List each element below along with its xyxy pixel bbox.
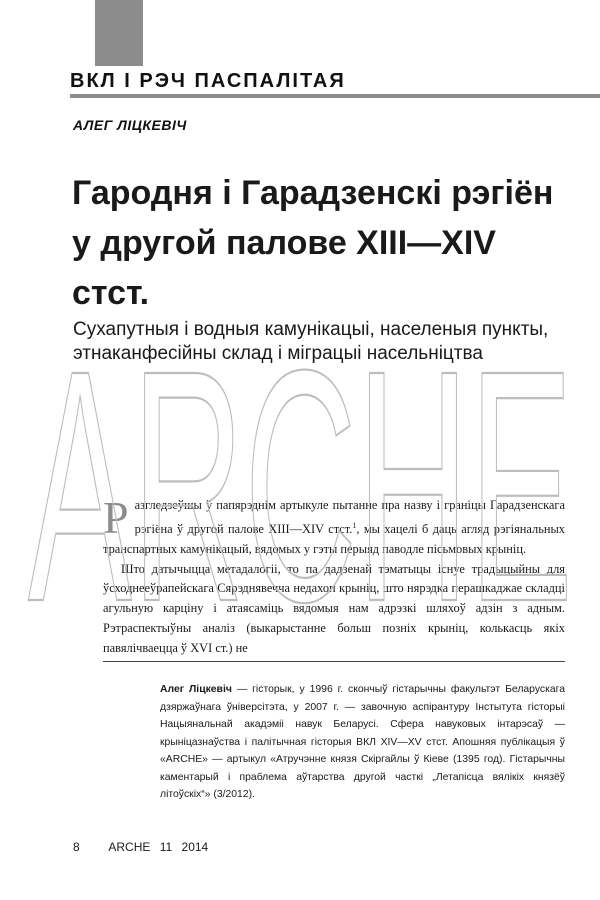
- footnote-marker: 1: [352, 520, 357, 530]
- page-number: 8: [73, 840, 80, 854]
- author-bio: [160, 681, 565, 804]
- section-title: ВКЛ І РЭЧ ПАСПАЛІТАЯ: [70, 70, 346, 92]
- paragraph-1-text: азгледзеўшы ў папярэднім артыкуле пытанне пра назву і граніцы Гарадзенскага рэгіёна ў другой палове XIII—XIV стст.: [134, 498, 565, 536]
- article-title: Гародня і Гарадзенскі рэгіён у другой палове XIII—XIV стст.: [72, 174, 554, 312]
- drop-cap: Р: [103, 492, 129, 543]
- bio-text: — гісторык, у 1996 г. скончыў гістарычны факультэт Беларускага дзяржаўнага ўніверсітэта, у 2007 г. — завочную аспірантуру Інстытута гісторыі Нацыянальнай акадэміі навук Беларусі. Сфера навуковых інтарэсаў — крыніцазнаўства і палітычная гісторыя ВКЛ XIV—XV стст. Апошняя публікацыя ў «ARCHE» — артыкул «Атручэнне князя Скіргайлы ў Кіеве (1395 год). Гістарычны каментарый і праблема аўтарства другой часткі „Летапісца вялікіх князёў літоўскіх“» (3/2012).: [160, 684, 566, 800]
- paragraph-1-rest: , мы хацелі б даць агляд рэгіянальных транспартных камунікацый, вядомых у гэты перыяд паводле пісьмовых крыніц.: [103, 521, 565, 556]
- watermark-text: ARCHE: [28, 301, 573, 670]
- bio-author-name: Алег Ліцкевіч: [160, 684, 232, 695]
- footer-issue: 11: [159, 840, 173, 854]
- footer-journal: ARCHE: [108, 840, 151, 854]
- notes-divider: [103, 661, 565, 662]
- article-subtitle: Сухапутныя і водныя камунікацыі, населеныя пункты, этнаканфесійны склад і міграцыі насельніцтва: [73, 319, 549, 364]
- author-name: АЛЕГ ЛІЦКЕВІЧ: [73, 117, 187, 133]
- header-tab-block: [95, 0, 143, 66]
- section-rule: [70, 94, 600, 98]
- body-paragraph-1: [103, 492, 565, 560]
- page-footer: [73, 840, 234, 854]
- article-body: [103, 492, 565, 659]
- footer-year: 2014: [181, 840, 209, 854]
- body-paragraph-2: Што датычыцца метадалогіі, то па дадзенай тэматыцы існуе традыцыйны для ўсходнееўрапейскага Сярэднявечча недахоп крыніц, што нярэдка перашкаджае складці агульную карціну і атаясаміць вядомыя нам адрэзкі шляхоў адзін з адным. Рэтраспектыўны аналіз (выкарыстанне больш позніх крыніц, колькасць якіх павялічваецца ў XVI ст.) не: [103, 561, 565, 655]
